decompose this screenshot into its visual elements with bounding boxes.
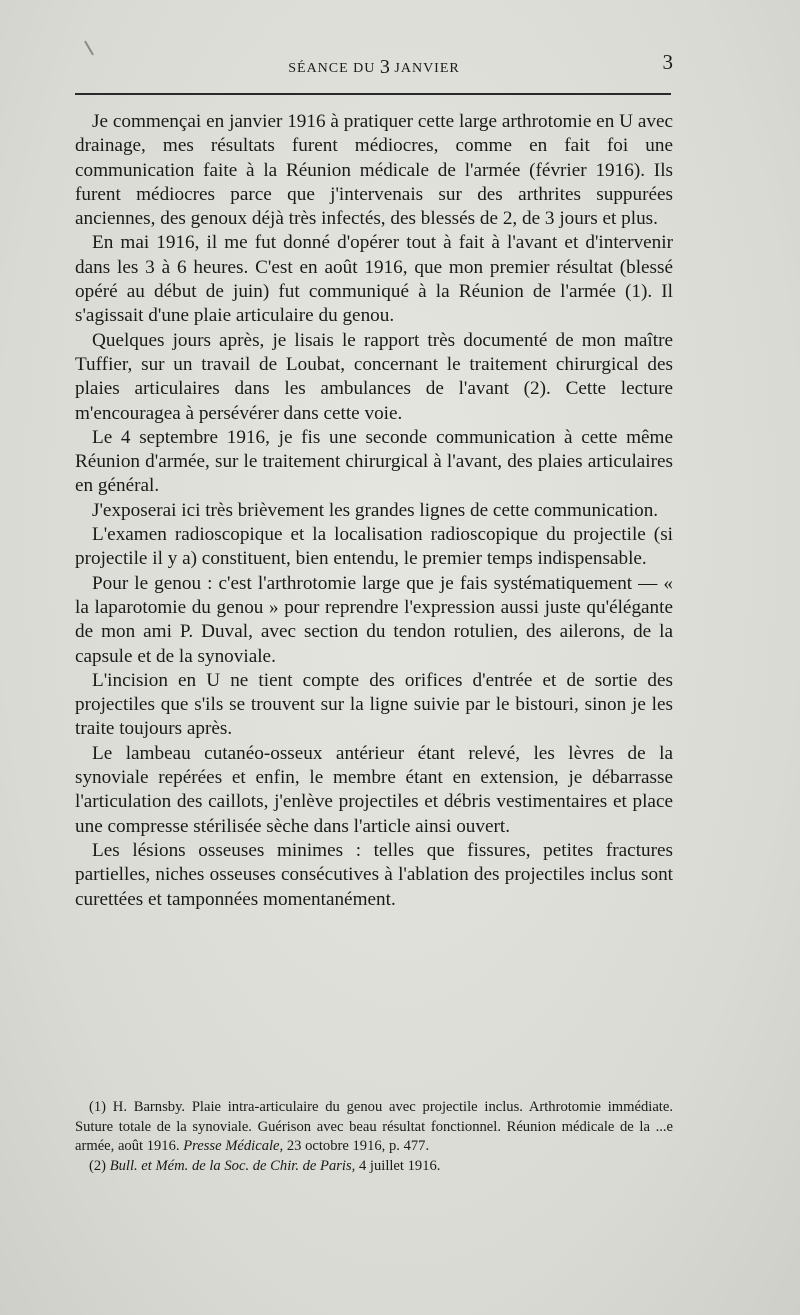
- paragraph: Le lambeau cutanéo-osseux antérieur étant relevé, les lèvres de la synoviale repérées et enfin, le membre étant en extension, je débarrasse l'articulation des caillots, j'enlève projectiles et débris vestimentaires et place une compresse stérilisée sèche dans l'article ainsi ouvert.: [75, 742, 673, 837]
- paragraph: L'incision en U ne tient compte des orifices d'entrée et de sortie des projectiles que s'ils se trouvent sur la ligne suivie par le bistouri, sinon je les traite toujours après.: [75, 669, 673, 740]
- paragraph: L'examen radioscopique et la localisation radioscopique du projectile (si projectile il y a) constituent, bien entendu, le premier temps indispensable.: [75, 524, 673, 570]
- footnote-1: [75, 1098, 673, 1157]
- footnote-2-number: (2): [89, 1158, 107, 1175]
- footnote-1-date: 23 octobre 1916, p. 477.: [286, 1138, 430, 1155]
- footnotes: [75, 1098, 673, 1177]
- footnote-1-journal: Presse Médicale,: [183, 1138, 284, 1155]
- paragraph: Quelques jours après, je lisais le rapport très documenté de mon maître Tuffier, sur un travail de Loubat, concernant le traitement chirurgical des plaies articulaires dans les ambulances de l'avant (2). Cette lecture m'encouragea à persévérer dans cette voie.: [75, 329, 673, 424]
- footnote-1-text: (1) H. Barnsby. Plaie intra-articulaire du genou avec projectile inclus. Arthrotomie immédiate. Suture totale de la synoviale. Guérison avec beau résultat fonctionnel. Réunion médicale de la ...e armée, août 1916.: [75, 1099, 673, 1155]
- running-title: [75, 56, 673, 79]
- paragraph: Pour le genou : c'est l'arthrotomie large que je fais systématiquement — « la laparotomie du genou » pour reprendre l'expression aussi juste qu'élégante de mon ami P. Duval, avec section du tendon rotulien, des ailerons, de la capsule et de la synoviale.: [75, 572, 673, 667]
- running-title-day: 3: [379, 56, 390, 78]
- page-number: 3: [662, 50, 673, 74]
- footnote-2-date: 4 juillet 1916.: [358, 1158, 441, 1175]
- running-head: [75, 50, 673, 76]
- paragraph: Je commençai en janvier 1916 à pratiquer cette large arthrotomie en U avec drainage, mes résultats furent médiocres, comme en fait foi une communication faite à la Réunion médicale de l'armée (février 1916). Ils furent médiocres parce que j'intervenais sur des arthrites suppurées anciennes, des genoux déjà très infectés, des blessés de 2, de 3 jours et plus.: [75, 111, 673, 230]
- paragraph: Les lésions osseuses minimes : telles que fissures, petites fractures partielles, niches osseuses consécutives à l'ablation des projectiles inclus sont curettées et tamponnées momentanément.: [75, 839, 673, 910]
- running-title-prefix: SÉANCE DU: [288, 61, 376, 76]
- paragraph: Le 4 septembre 1916, je fis une seconde communication à cette même Réunion d'armée, sur le traitement chirurgical à l'avant, des plaies articulaires en général.: [75, 426, 673, 497]
- footnote-2: [75, 1157, 673, 1177]
- paragraph: En mai 1916, il me fut donné d'opérer tout à fait à l'avant et d'intervenir dans les 3 à 6 heures. C'est en août 1916, que mon premier résultat (blessé opéré au début de juin) fut communiqué à la Réunion de l'armée (1). Il s'agissait d'une plaie articulaire du genou.: [75, 232, 673, 327]
- paragraph: J'exposerai ici très brièvement les grandes lignes de cette communication.: [92, 499, 659, 521]
- main-text: [75, 110, 673, 912]
- running-title-suffix: JANVIER: [394, 61, 460, 76]
- footnote-2-journal: Bull. et Mém. de la Soc. de Chir. de Paris,: [109, 1158, 356, 1175]
- header-rule: [75, 93, 671, 95]
